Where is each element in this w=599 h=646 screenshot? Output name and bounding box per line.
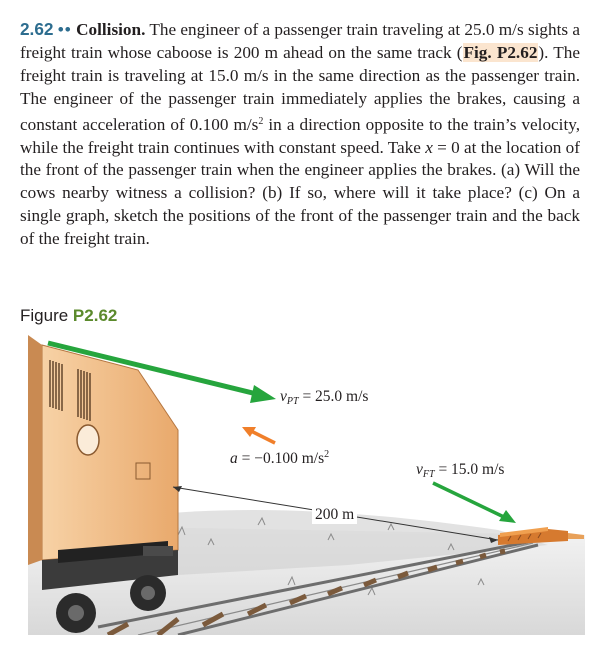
train-scene-drawing bbox=[28, 335, 585, 635]
problem-number: 2.62 bbox=[20, 19, 54, 39]
problem-text-part-1: The engineer of a passenger train traveling at 25.0 m/s sights a freight train whose caboose is 200 m ahead on the same track ( bbox=[20, 20, 580, 62]
problem-text-part-2: ). The freight train is traveling at 15.0 m/s in the same direction as the passenger train. The engineer of the passenger train immediately applies the brakes, causing a constant acceleration of 0.100 m/s bbox=[20, 42, 580, 134]
label-distance: 200 m bbox=[312, 506, 357, 524]
label-passenger-velocity: $v_{PT} = 25.0$ m/s bbox=[280, 388, 369, 407]
figure-caption-prefix: Figure bbox=[20, 306, 73, 325]
figure-reference-link[interactable]: Fig. P2.62 bbox=[463, 42, 538, 62]
velocity-arrow-freight bbox=[433, 483, 516, 523]
problem-text-part-3: in a direction opposite to the train’s velocity, while the freight train continues with constant speed. Take bbox=[20, 114, 581, 157]
figure-caption-number: P2.62 bbox=[72, 306, 118, 325]
difficulty-dots: •• bbox=[57, 20, 72, 39]
acceleration-arrow bbox=[242, 427, 275, 443]
accel-exponent: 2 bbox=[258, 115, 264, 127]
train-illustration bbox=[28, 335, 585, 635]
problem-title: Collision. bbox=[76, 20, 146, 39]
label-freight-velocity: $v_{FT} = 15.0$ m/s bbox=[416, 461, 505, 480]
label-acceleration: a = −0.100 $m/s^2$ bbox=[230, 449, 330, 467]
problem-text bbox=[20, 18, 580, 251]
variable-x: x bbox=[425, 137, 433, 157]
figure-caption bbox=[20, 306, 117, 326]
problem-text-part-4: = 0 at the location of the front of the passenger train when the engineer applies the brakes. (a) Will the cows nearby witness a collision? (b) If so, where will it take place? (c) On a single graph, sketch the positions of the front of the passenger train and the back of the freight train. bbox=[20, 137, 581, 249]
